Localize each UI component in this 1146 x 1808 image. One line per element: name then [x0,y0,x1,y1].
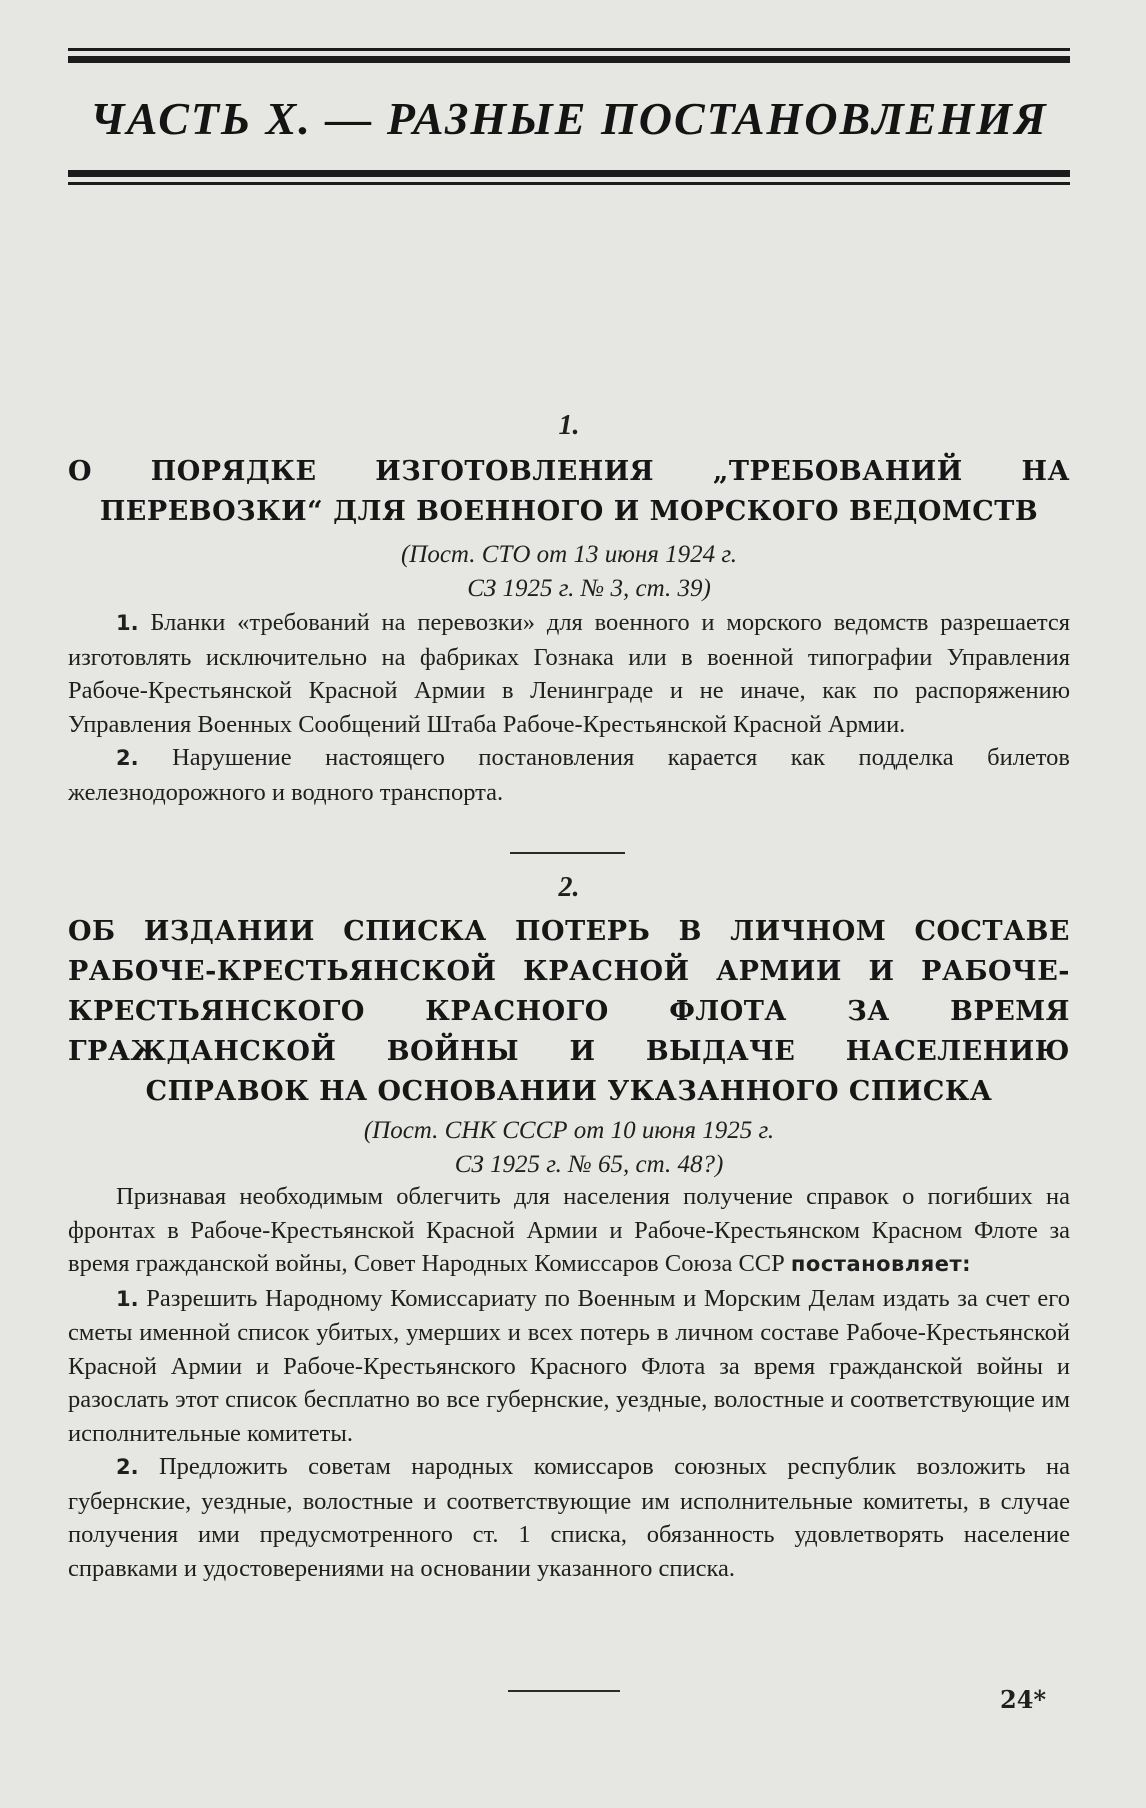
bottom-rule-thin [68,182,1070,185]
paragraph [68,606,1070,741]
section-heading: О ПОРЯДКЕ ИЗГОТОВЛЕНИЯ „ТРЕБОВАНИЙ НА ПЕРЕВОЗКИ“ ДЛЯ ВОЕННОГО И МОРСКОГО ВЕДОМСТВ [68,456,1070,527]
paragraph-number: 2. [116,1455,139,1479]
paragraph [68,1282,1070,1451]
source-line-2: СЗ 1925 г. № 65, ст. 48?) [454,1151,724,1178]
section-source [68,538,1070,606]
paragraph-number: 2. [116,746,139,770]
preamble [68,1180,1070,1282]
preamble-text: Признавая необходимым облегчить для населения получение справок о погибших на фронтах в Рабоче-Крестьянской Красной Армии и Рабоче-Крестьянском Красном Флоте за время гражданской войны, Совет Народных Комиссаров Союза ССР [68,1183,1070,1277]
paragraph-number: 1. [116,1286,139,1311]
paragraph-text: Предложить советам народных комиссаров союзных республик возложить на губернские, уездные, волостные и соответствующие им исполнительные комитеты, в случае получения ими предусмотренного ст. 1 списка, обязанность удовлетворять население справками и удостоверениями на основании указанного списка. [68,1453,1071,1582]
section-number: 1. [558,410,580,441]
paragraph-text: Нарушение настоящего постановления карается как подделка билетов железнодорожного и водного транспорта. [68,744,1070,806]
top-rule-thick [68,56,1070,63]
source-line-1: (Пост. СНК СССР от 10 июня 1925 г. [363,1117,775,1144]
section-heading: ОБ ИЗДАНИИ СПИСКА ПОТЕРЬ В ЛИЧНОМ СОСТАВЕ РАБОЧЕ-КРЕСТЬЯНСКОЙ КРАСНОЙ АРМИИ И РАБОЧЕ-КРЕСТЬЯНСКОГО КРАСНОГО ФЛОТА ЗА ВРЕМЯ ГРАЖДАНСКОЙ ВОЙНЫ И ВЫДАЧЕ НАСЕЛЕНИЮ СПРАВОК НА ОСНОВАНИИ УКАЗАННОГО СПИСКА [68,916,1070,1107]
source-line-1: (Пост. СТО от 13 июня 1924 г. [400,541,738,568]
source-line-2: СЗ 1925 г. № 3, ст. 39) [467,575,711,602]
end-separator [508,1690,620,1692]
bottom-rule-thick [68,170,1070,177]
section-source [68,1114,1070,1182]
paragraph-text: Разрешить Народному Комиссариату по Военным и Морским Делам издать за счет его сметы именной список убитых, умерших и всех потерь в личном составе Рабоче-Крестьянской Красной Армии и Рабоче-Крестьянского Красного Флота за время гражданской войны и разослать этот список бесплатно во все губернские, уездные, волостные и соответствующие им исполнительные комитеты. [68,1284,1070,1447]
page-number: 24* [1000,1685,1046,1714]
preamble-keyword: постановляет: [790,1252,972,1276]
paragraph-number: 1. [116,611,139,635]
section-body [68,606,1070,809]
top-rule-thin [68,48,1070,51]
paragraph [68,1450,1070,1585]
paragraph [68,741,1070,809]
part-title: ЧАСТЬ X. — РАЗНЫЕ ПОСТАНОВЛЕНИЯ [90,93,1048,144]
section-number: 2. [558,872,580,903]
paragraph-text: Бланки «требований на перевозки» для военного и морского ведомств разрешается изготовлять исключительно на фабриках Гознака или в военной типографии Управления Рабоче-Крестьянской Красной Армии в Ленинграде и не иначе, как по распоряжению Управления Военных Сообщений Штаба Рабоче-Крестьянской Красной Армии. [68,609,1070,738]
section-body [68,1180,1070,1585]
section-separator [510,852,625,854]
